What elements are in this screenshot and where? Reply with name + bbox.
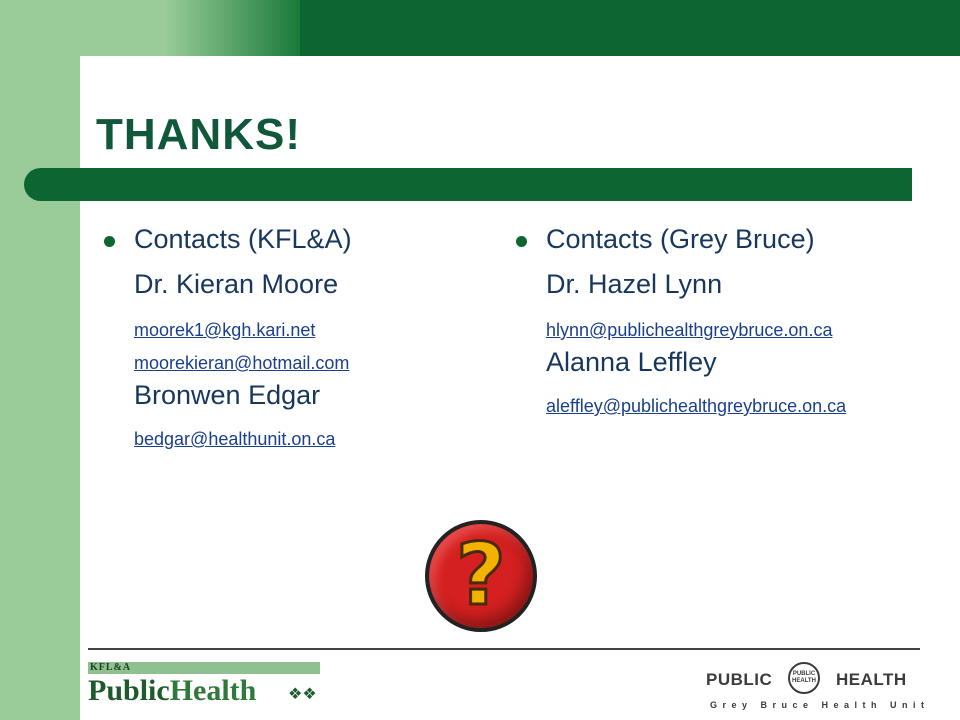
contact-email-link[interactable]: bedgar@healthunit.on.ca bbox=[134, 429, 336, 449]
contact-email-link[interactable]: hlynn@publichealthgreybruce.on.ca bbox=[546, 320, 833, 340]
contacts-kfla-column bbox=[104, 224, 352, 449]
kfla-logo-label: KFL&A bbox=[90, 662, 132, 673]
bullet-icon bbox=[104, 236, 115, 247]
top-accent-bar-light bbox=[0, 0, 300, 56]
diamond-dots-icon: ❖❖ bbox=[288, 686, 317, 703]
grey-bruce-logo-public: PUBLIC bbox=[706, 670, 773, 689]
contact-email-link[interactable]: moorekieran@hotmail.com bbox=[134, 353, 350, 373]
kfla-logo-public: Public bbox=[88, 674, 170, 707]
contact-email-link[interactable]: moorek1@kgh.kari.net bbox=[134, 320, 316, 340]
contacts-kfla-heading: Contacts (KFL&A) bbox=[134, 224, 352, 254]
contacts-grey-bruce-column bbox=[516, 224, 847, 416]
footer-divider bbox=[88, 648, 920, 650]
seal-text: PUBLIC HEALTH bbox=[792, 671, 816, 684]
contact-name: Bronwen Edgar bbox=[134, 380, 321, 410]
title-divider-bar bbox=[24, 168, 912, 201]
kfla-logo-wordmark bbox=[88, 675, 256, 707]
contact-email-link[interactable]: aleffley@publichealthgreybruce.on.ca bbox=[546, 396, 847, 416]
contacts-grey-bruce-heading: Contacts (Grey Bruce) bbox=[546, 224, 815, 254]
slide-title: THANKS! bbox=[96, 110, 301, 159]
contact-name: Dr. Kieran Moore bbox=[134, 269, 339, 299]
grey-bruce-logo-subtitle: Grey Bruce Health Unit bbox=[710, 700, 930, 710]
public-health-seal-icon bbox=[788, 662, 820, 694]
question-mark-icon bbox=[425, 520, 537, 632]
kfla-logo-health: Health bbox=[169, 674, 257, 707]
contact-name: Dr. Hazel Lynn bbox=[546, 269, 723, 299]
top-accent-bar-dark bbox=[300, 0, 960, 56]
grey-bruce-public-health-logo bbox=[706, 664, 930, 716]
left-accent-bar bbox=[0, 0, 80, 720]
question-mark-glyph: ? bbox=[456, 525, 506, 625]
contact-name: Alanna Leffley bbox=[546, 347, 717, 377]
bullet-icon bbox=[516, 236, 527, 247]
question-mark-badge bbox=[425, 520, 537, 632]
grey-bruce-logo-health: HEALTH bbox=[836, 670, 907, 689]
kfla-public-health-logo bbox=[88, 662, 320, 708]
